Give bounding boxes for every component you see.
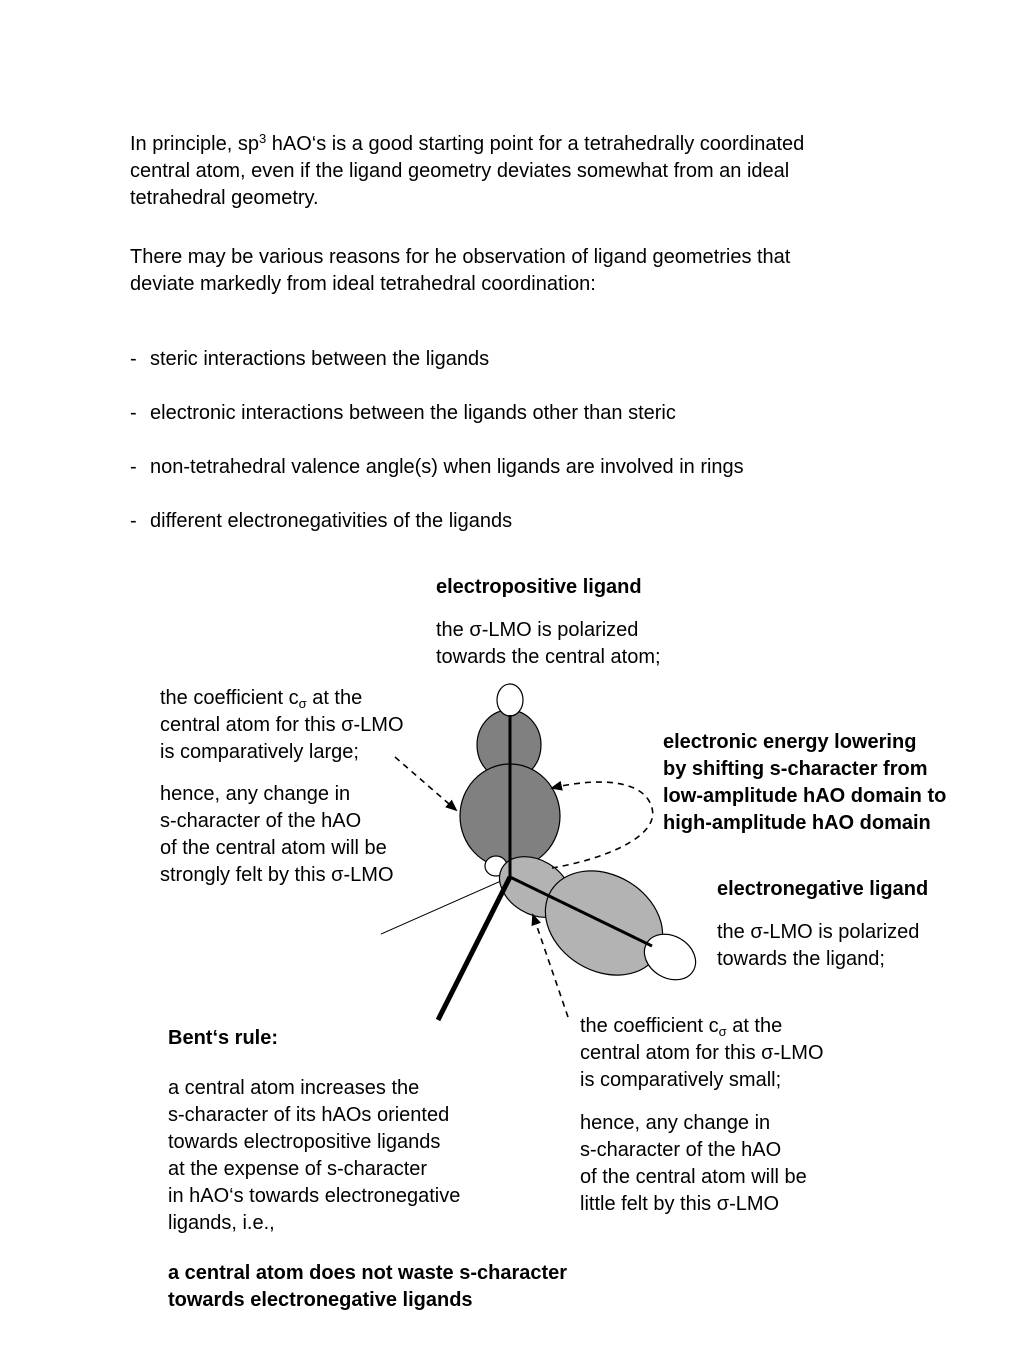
thick-bond <box>438 877 510 1020</box>
intro-paragraph-1-line-3: tetrahedral geometry. <box>130 187 319 209</box>
electropositive-desc-line-1: the σ-LMO is polarized <box>436 619 639 641</box>
electronegative-ligand-title: electronegative ligand <box>717 878 929 900</box>
bullet-marker: - <box>130 348 137 370</box>
intro-paragraph-2-line-1: There may be various reasons for he observation of ligand geometries that <box>130 246 791 268</box>
list-item: - electronic interactions between the ligands other than steric <box>130 400 676 427</box>
bents-rule-line-1: a central atom increases the <box>168 1077 420 1099</box>
coef-large-line-5: s-character of the hAO <box>160 810 362 832</box>
coef-small-line-2: central atom for this σ-LMO <box>580 1042 824 1064</box>
electropositive-ligand-title: electropositive ligand <box>436 576 642 598</box>
list-item: - non-tetrahedral valence angle(s) when ligands are involved in rings <box>130 454 744 481</box>
coef-large-line-1: the coefficient $c_\sigma$ at the <box>160 687 363 711</box>
coef-small-line-4: hence, any change in <box>580 1112 771 1134</box>
bents-rule-line-5: in hAO‘s towards electronegative <box>168 1185 461 1207</box>
bents-rule-line-6: ligands, i.e., <box>168 1212 275 1234</box>
energy-lowering-line-3: low-amplitude hAO domain to <box>663 785 947 807</box>
intro-paragraph-2-line-2: deviate markedly from ideal tetrahedral coordination: <box>130 273 596 295</box>
coef-small-line-7: little felt by this σ-LMO <box>580 1193 780 1215</box>
list-item: - different electronegativities of the ligands <box>130 508 512 535</box>
bents-rule-line-3: towards electropositive ligands <box>168 1131 441 1153</box>
electropositive-desc-line-2: towards the central atom; <box>436 646 661 668</box>
bullet-marker: - <box>130 402 137 424</box>
coef-large-line-6: of the central atom will be <box>160 837 387 859</box>
electronegative-desc-line-1: the σ-LMO is polarized <box>717 921 920 943</box>
arrow-to-dark-lobe <box>395 757 456 810</box>
coef-large-line-7: strongly felt by this σ-LMO <box>160 864 394 886</box>
coef-small-line-3: is comparatively small; <box>580 1069 782 1091</box>
bents-rule-conclusion-line-2: towards electronegative ligands <box>168 1289 473 1311</box>
bullet-marker: - <box>130 510 137 532</box>
bents-rule-line-2: s-character of its hAOs oriented <box>168 1104 450 1126</box>
energy-lowering-line-1: electronic energy lowering <box>663 731 917 753</box>
coef-large-line-4: hence, any change in <box>160 783 351 805</box>
top-small-lobe <box>497 684 523 716</box>
curved-arrow-s-character-shift <box>552 782 653 868</box>
electronegative-desc-line-2: towards the ligand; <box>717 948 885 970</box>
bents-rule-line-4: at the expense of s-character <box>168 1158 428 1180</box>
bents-rule-title: Bent‘s rule: <box>168 1027 279 1049</box>
coef-small-line-6: of the central atom will be <box>580 1166 807 1188</box>
energy-lowering-line-4: high-amplitude hAO domain <box>663 812 931 834</box>
bullet-marker: - <box>130 456 137 478</box>
bents-rule-conclusion-line-1: a central atom does not waste s-character <box>168 1262 568 1284</box>
energy-lowering-line-2: by shifting s-character from <box>663 758 928 780</box>
coef-large-line-3: is comparatively large; <box>160 741 359 763</box>
coef-small-line-5: s-character of the hAO <box>580 1139 782 1161</box>
intro-paragraph-1-line-2: central atom, even if the ligand geometry deviates somewhat from an ideal <box>130 160 790 182</box>
list-item: - steric interactions between the ligands <box>130 346 489 373</box>
thin-bond-line <box>381 877 510 934</box>
intro-paragraph-1-line-1: In principle, $sp^3$ hAO‘s is a good starting point for a tetrahedrally coordinated <box>130 131 805 155</box>
coef-large-line-2: central atom for this σ-LMO <box>160 714 404 736</box>
coef-small-line-1: the coefficient $c_\sigma$ at the <box>580 1015 783 1039</box>
